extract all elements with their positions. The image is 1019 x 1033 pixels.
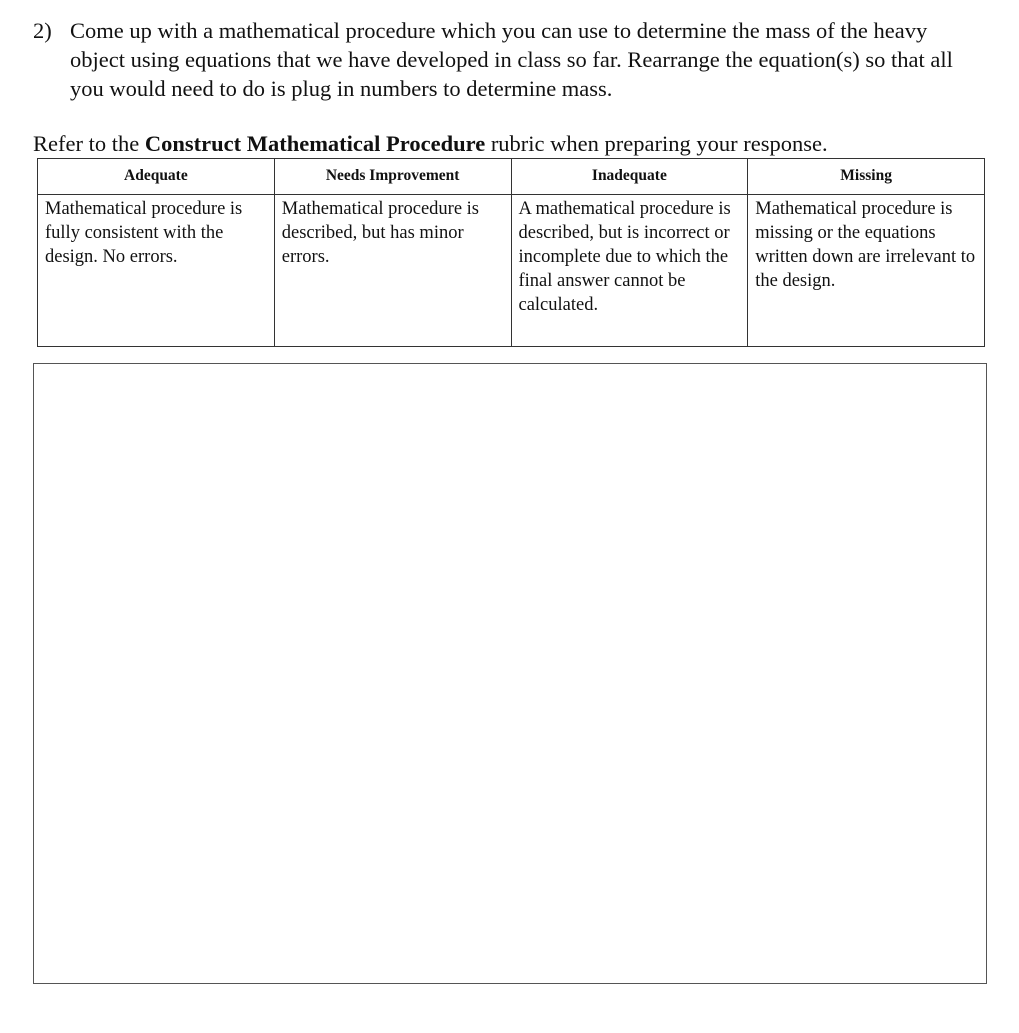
- description-adequate: Mathematical procedure is fully consistent with the design. No errors.: [38, 195, 275, 347]
- description-inadequate: A mathematical procedure is described, but is incorrect or incomplete due to which the final answer cannot be calculated.: [511, 195, 748, 347]
- header-inadequate: Inadequate: [511, 159, 748, 195]
- instruction-prefix: Refer to the: [33, 131, 145, 156]
- rubric-description-row: [38, 195, 985, 347]
- answer-box[interactable]: [33, 363, 987, 984]
- question-text: Come up with a mathematical procedure which you can use to determine the mass of the heavy object using equations that we have developed in class so far. Rearrange the equation(s) so that all you would need to do is plug in numbers to determine mass.: [70, 18, 953, 101]
- rubric-header-row: [38, 159, 985, 195]
- rubric-instruction: [33, 129, 828, 158]
- description-missing: Mathematical procedure is missing or the equations written down are irrelevant to the design.: [748, 195, 985, 347]
- rubric-table: [37, 158, 985, 347]
- header-adequate: Adequate: [38, 159, 275, 195]
- question-number: 2): [33, 18, 52, 43]
- header-needs-improvement: Needs Improvement: [274, 159, 511, 195]
- rubric-name: Construct Mathematical Procedure: [144, 131, 486, 156]
- header-missing: Missing: [748, 159, 985, 195]
- instruction-suffix: rubric when preparing your response.: [485, 131, 828, 156]
- question-block: [33, 16, 963, 103]
- description-needs-improvement: Mathematical procedure is described, but has minor errors.: [274, 195, 511, 347]
